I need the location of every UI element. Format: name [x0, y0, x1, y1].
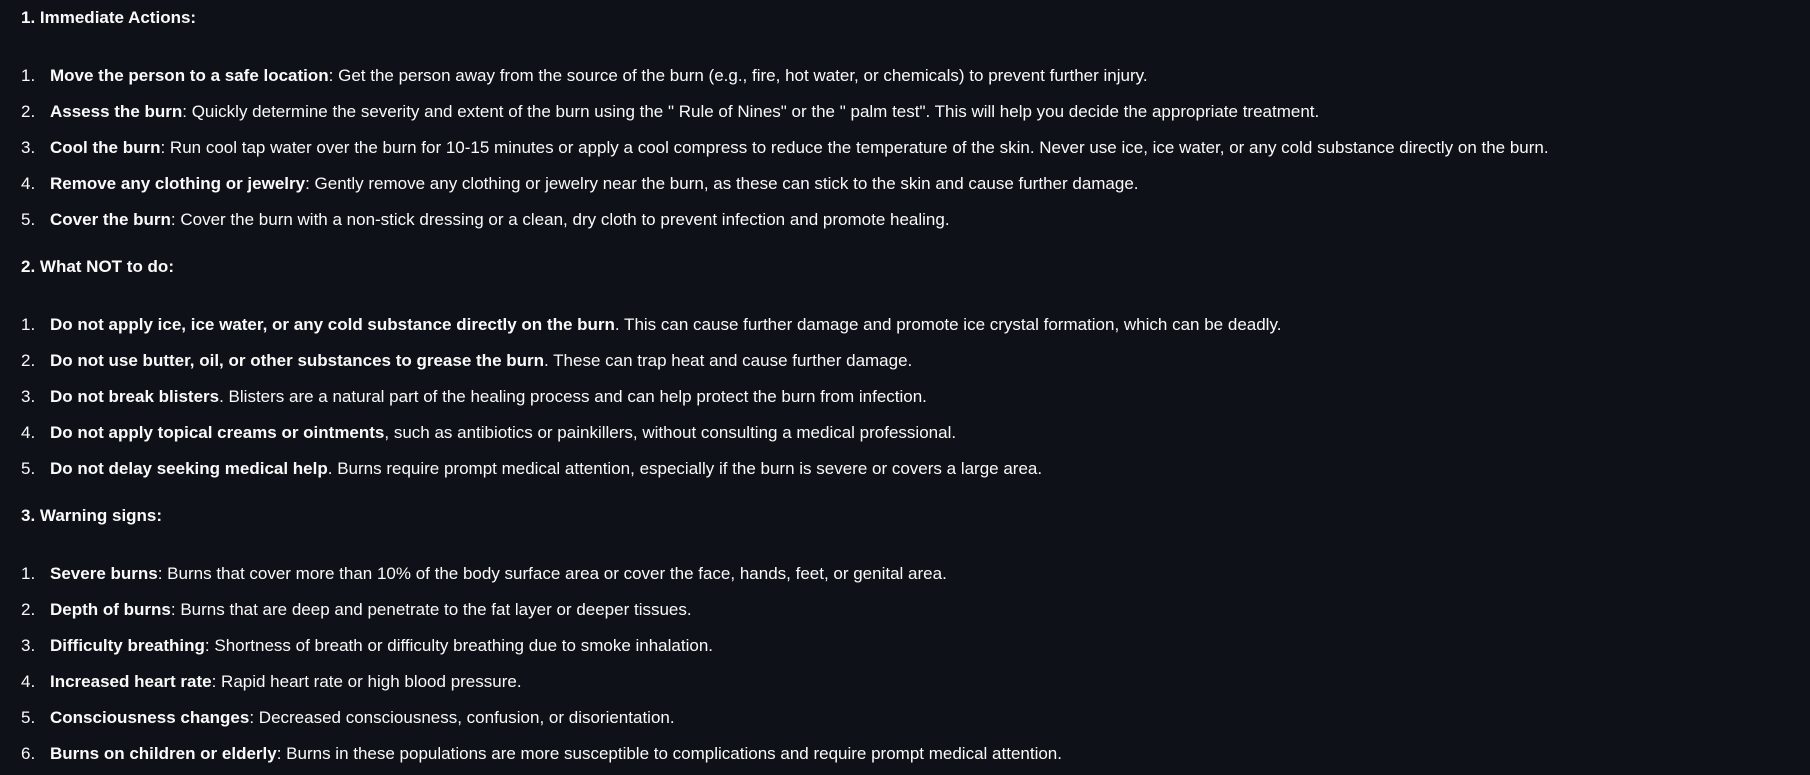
section-heading: 1. Immediate Actions:: [21, 8, 197, 27]
item-text: . These can trap heat and cause further damage.: [544, 351, 913, 370]
item-text: . This can cause further damage and promote ice crystal formation, which can be deadly.: [614, 315, 1282, 334]
list-number: 4.: [21, 672, 36, 691]
list-item: [21, 379, 1810, 415]
list-item: [21, 628, 1810, 664]
list-item: [21, 415, 1810, 451]
list-item: [21, 451, 1810, 487]
item-lead: Difficulty breathing: [50, 636, 205, 655]
list-item: [21, 736, 1810, 772]
item-lead: Severe burns: [50, 564, 158, 583]
list-item: [21, 664, 1810, 700]
list-item: [21, 202, 1810, 238]
section-heading: 3. Warning signs:: [21, 506, 163, 525]
list-number: 3.: [21, 636, 36, 655]
item-text: : Get the person away from the source of the burn (e.g., fire, hot water, or chemicals) to prevent further injury.: [328, 66, 1148, 85]
list-number: 3.: [21, 387, 36, 406]
list-item: [21, 130, 1810, 166]
item-text: : Rapid heart rate or high blood pressure.: [211, 672, 522, 691]
list-number: 2.: [21, 351, 36, 370]
item-lead: Remove any clothing or jewelry: [50, 174, 306, 193]
list-number: 5.: [21, 459, 36, 478]
item-text: : Cover the burn with a non-stick dressing or a clean, dry cloth to prevent infection and promote healing.: [170, 210, 950, 229]
item-text: : Run cool tap water over the burn for 10-15 minutes or apply a cool compress to reduce the temperature of the skin. Never use ice, ice water, or any cold substance directly on the burn.: [160, 138, 1549, 157]
list-number: 1.: [21, 66, 36, 85]
item-text: : Burns in these populations are more susceptible to complications and require prompt medical attention.: [276, 744, 1062, 763]
item-text: : Burns that are deep and penetrate to the fat layer or deeper tissues.: [170, 600, 692, 619]
list-number: 5.: [21, 210, 36, 229]
item-lead: Cover the burn: [50, 210, 171, 229]
item-lead: Do not break blisters: [50, 387, 220, 406]
item-lead: Cool the burn: [50, 138, 161, 157]
item-text: : Decreased consciousness, confusion, or disorientation.: [249, 708, 675, 727]
list-number: 4.: [21, 174, 36, 193]
item-text: , such as antibiotics or painkillers, without consulting a medical professional.: [384, 423, 957, 442]
section-immediate-actions: [21, 0, 1810, 238]
numbered-list: [21, 556, 1810, 772]
list-item: [21, 166, 1810, 202]
list-item: [21, 94, 1810, 130]
list-number: 5.: [21, 708, 36, 727]
list-item: [21, 556, 1810, 592]
item-lead: Burns on children or elderly: [50, 744, 277, 763]
list-item: [21, 343, 1810, 379]
section-warning-signs: [21, 487, 1810, 772]
item-lead: Do not apply topical creams or ointments: [50, 423, 385, 442]
item-lead: Do not apply ice, ice water, or any cold substance directly on the burn: [50, 315, 615, 334]
item-text: : Quickly determine the severity and extent of the burn using the " Rule of Nines" or the " palm test". This will help you decide the appropriate treatment.: [182, 102, 1320, 121]
item-text: . Blisters are a natural part of the healing process and can help protect the burn from infection.: [219, 387, 927, 406]
item-lead: Increased heart rate: [50, 672, 212, 691]
list-item: [21, 592, 1810, 628]
list-number: 2.: [21, 600, 36, 619]
numbered-list: [21, 58, 1810, 238]
list-number: 3.: [21, 138, 36, 157]
list-item: [21, 700, 1810, 736]
list-number: 6.: [21, 744, 36, 763]
item-lead: Move the person to a safe location: [50, 66, 329, 85]
item-text: . Burns require prompt medical attention, especially if the burn is severe or covers a large area.: [327, 459, 1043, 478]
list-number: 1.: [21, 315, 36, 334]
item-text: : Gently remove any clothing or jewelry near the burn, as these can stick to the skin and cause further damage.: [305, 174, 1139, 193]
item-text: : Burns that cover more than 10% of the body surface area or cover the face, hands, feet, or genital area.: [157, 564, 947, 583]
list-item: [21, 58, 1810, 94]
list-number: 4.: [21, 423, 36, 442]
section-what-not-to-do: [21, 238, 1810, 487]
list-number: 1.: [21, 564, 36, 583]
numbered-list: [21, 307, 1810, 487]
item-text: : Shortness of breath or difficulty breathing due to smoke inhalation.: [204, 636, 714, 655]
item-lead: Assess the burn: [50, 102, 183, 121]
section-heading: 2. What NOT to do:: [21, 257, 174, 276]
item-lead: Do not delay seeking medical help: [50, 459, 328, 478]
item-lead: Depth of burns: [50, 600, 171, 619]
item-lead: Consciousness changes: [50, 708, 250, 727]
item-lead: Do not use butter, oil, or other substances to grease the burn: [50, 351, 545, 370]
list-number: 2.: [21, 102, 36, 121]
list-item: [21, 307, 1810, 343]
